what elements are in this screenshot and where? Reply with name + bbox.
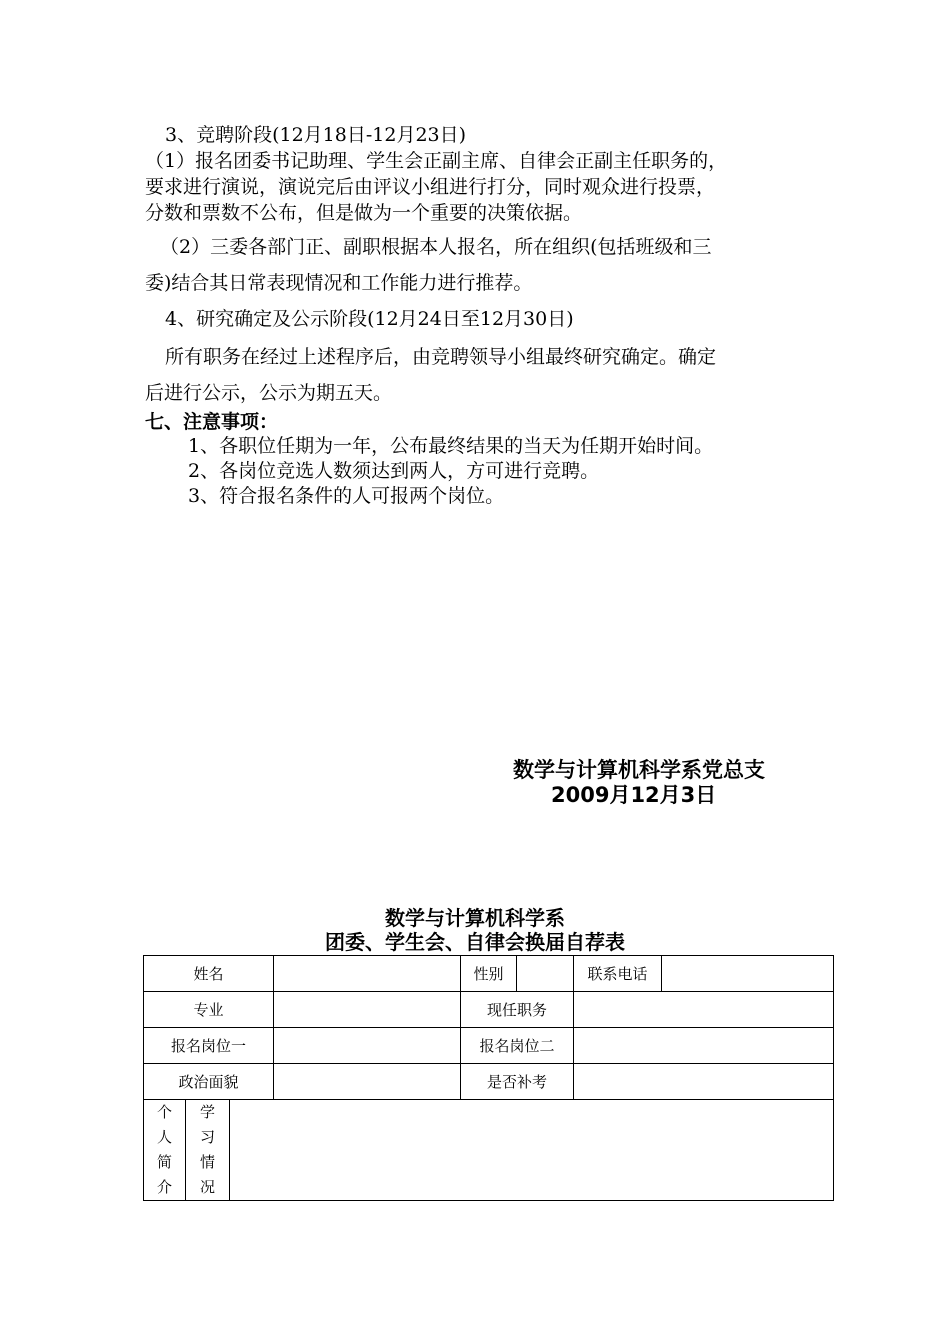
stage3-paragraph1-line3: 分数和票数不公布，但是做为一个重要的决策依据。 [145, 202, 583, 224]
intro-label: 个人简介 [156, 1103, 172, 1196]
form-row-positions [144, 1028, 834, 1064]
note-item: 3、符合报名条件的人可报两个岗位。 [188, 485, 505, 507]
current-position-field[interactable] [574, 992, 834, 1028]
stage3-paragraph2-line1: （2）三委各部门正、副职根据本人报名，所在组织(包括班级和三 [160, 236, 712, 258]
stage3-heading: 3、竞聘阶段(12月18日-12月23日) [165, 124, 467, 146]
form-title-line2: 团委、学生会、自律会换届自荐表 [325, 930, 625, 954]
form-row-major [144, 992, 834, 1028]
form-title-line1: 数学与计算机科学系 [385, 906, 565, 930]
makeup-exam-label: 是否补考 [461, 1064, 574, 1100]
intro-label-cell [144, 1100, 186, 1201]
position2-field[interactable] [574, 1028, 834, 1064]
study-label-cell [186, 1100, 230, 1201]
study-label: 学习情况 [199, 1103, 215, 1196]
current-position-label: 现任职务 [461, 992, 574, 1028]
name-label: 姓名 [144, 956, 274, 992]
gender-field[interactable] [517, 956, 574, 992]
stage3-paragraph1-line1: （1）报名团委书记助理、学生会正副主席、自律会正副主任职务的， [145, 150, 728, 172]
major-field[interactable] [274, 992, 461, 1028]
position1-label: 报名岗位一 [144, 1028, 274, 1064]
study-field[interactable] [230, 1100, 834, 1201]
form-row-intro [144, 1100, 834, 1201]
form-row-political [144, 1064, 834, 1100]
stage4-line1: 所有职务在经过上述程序后，由竞聘领导小组最终研究确定。确定 [165, 346, 717, 368]
phone-label: 联系电话 [574, 956, 662, 992]
self-recommendation-form [143, 955, 834, 1201]
section7-heading: 七、注意事项： [145, 411, 279, 433]
position1-field[interactable] [274, 1028, 461, 1064]
signature-org: 数学与计算机科学系党总支 [513, 758, 765, 782]
stage4-heading: 4、研究确定及公示阶段(12月24日至12月30日) [165, 308, 574, 330]
major-label: 专业 [144, 992, 274, 1028]
phone-field[interactable] [662, 956, 834, 992]
note-item: 1、各职位任期为一年，公布最终结果的当天为任期开始时间。 [188, 435, 714, 457]
stage3-paragraph2-line2: 委)结合其日常表现情况和工作能力进行推荐。 [145, 272, 533, 294]
note-item: 2、各岗位竞选人数须达到两人，方可进行竞聘。 [188, 460, 600, 482]
gender-label: 性别 [461, 956, 517, 992]
position2-label: 报名岗位二 [461, 1028, 574, 1064]
makeup-exam-field[interactable] [574, 1064, 834, 1100]
political-label: 政治面貌 [144, 1064, 274, 1100]
stage4-line2: 后进行公示，公示为期五天。 [145, 382, 393, 404]
political-field[interactable] [274, 1064, 461, 1100]
form-row-name [144, 956, 834, 992]
stage3-paragraph1-line2: 要求进行演说，演说完后由评议小组进行打分，同时观众进行投票， [145, 176, 716, 198]
name-field[interactable] [274, 956, 461, 992]
signature-date: 2009月12月3日 [551, 783, 717, 807]
